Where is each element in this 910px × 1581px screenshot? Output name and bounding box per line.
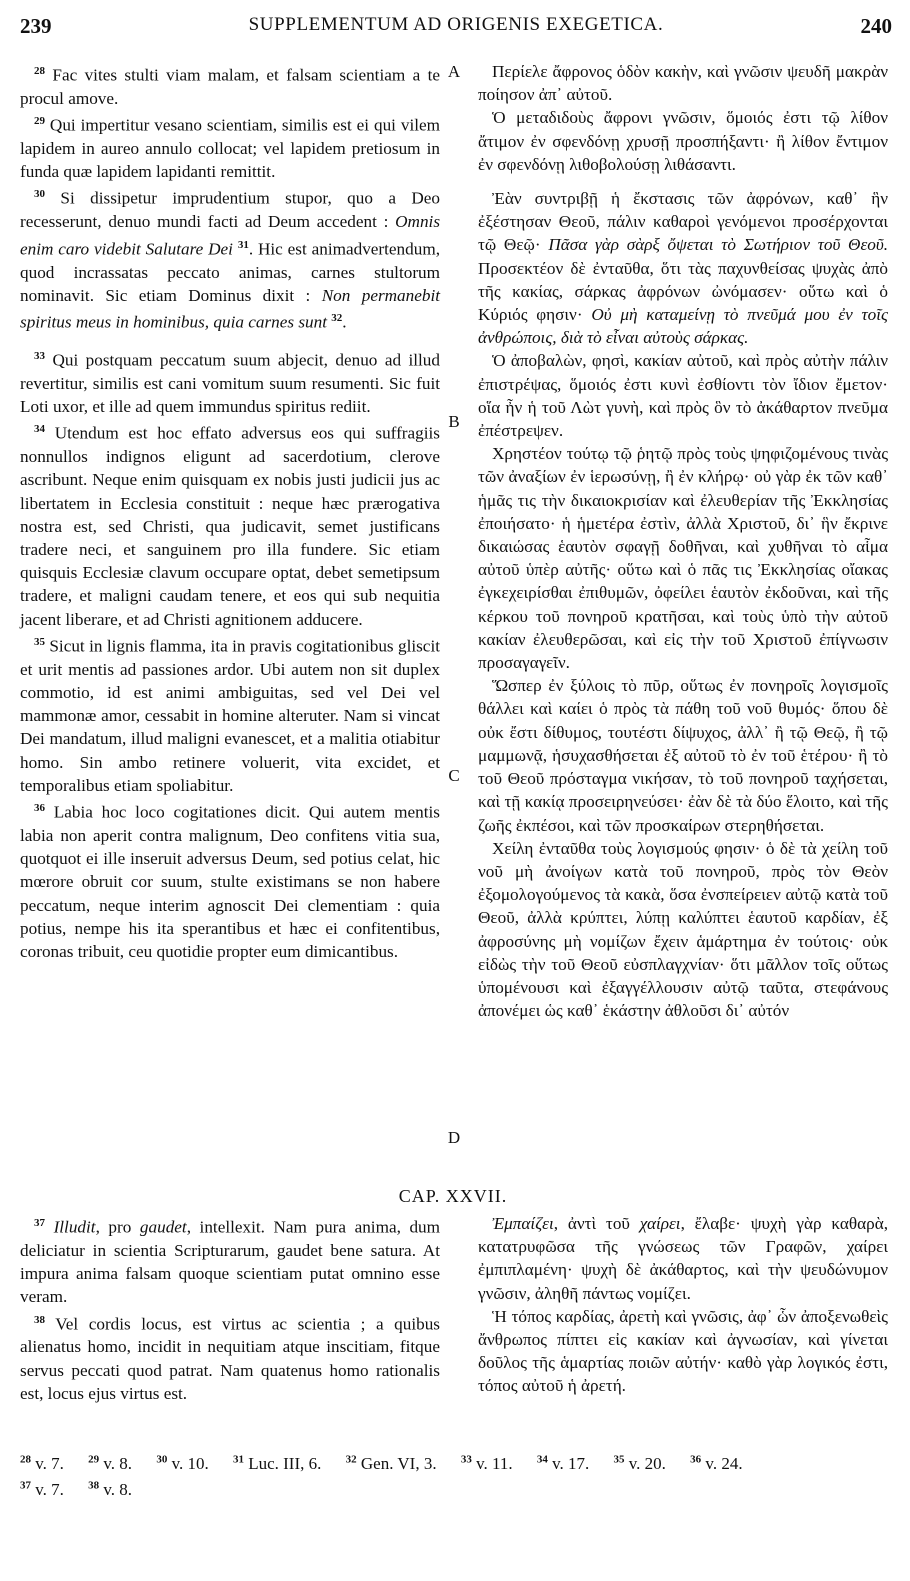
footnote-ref: Gen. VI, 3. — [360, 1453, 437, 1473]
latin-text: . Hic est animadvertendum, quod incrassatas peccato animas, carnes stultorum nominavit. Sic etiam Dominus dixit : — [20, 239, 441, 305]
margin-mark-b: B — [448, 412, 460, 431]
greek-paragraph-29: Ὁ μεταδιδοὺς ἄφρονι γνῶσιν, ὅμοιός ἐστι τῷ λίθον ἄτιμον ἐν σφενδόνῃ χρυσῇ προσπήξαντι· ἢ λίθον ἔντιμον ἐν σφενδόνῃ λιθοβολούσῃ λιθάσαντι. — [478, 108, 888, 174]
latin-text: Fac vites stulti viam malam, et falsam scientiam a te procul amove. — [20, 65, 441, 108]
verse-number: 38 — [34, 1313, 45, 1326]
verse-number: 33 — [34, 349, 45, 362]
footnote-number: 28 — [20, 1453, 31, 1465]
footnote — [233, 1454, 321, 1473]
keyword: gaudet — [139, 1217, 187, 1237]
footnote-number: 35 — [613, 1453, 625, 1465]
margin-mark-c: C — [448, 766, 460, 785]
verse-number: 37 — [34, 1217, 45, 1229]
verse-number: 35 — [34, 635, 45, 648]
footnote-ref: v. 10. — [171, 1453, 209, 1473]
running-header — [20, 14, 892, 42]
footnote — [156, 1454, 208, 1473]
greek-paragraph-28: Περίελε ἄφρονος ὁδὸν κακὴν, καὶ γνῶσιν ψευδῆ μακρὰν ποίησον ἀπ᾿ αὐτοῦ. — [478, 62, 888, 105]
verse-number: 29 — [34, 115, 45, 128]
footnote — [20, 1480, 64, 1499]
footnote-ref: v. 7. — [35, 1480, 64, 1500]
page-number-right: 240 — [860, 14, 892, 38]
scripture-quote: Non permanebit spiritus meus in hominibus, quia carnes sunt — [20, 285, 441, 332]
keyword: χαίρει — [639, 1214, 681, 1233]
footnote-number: 38 — [88, 1479, 100, 1492]
footnote-marker: 32 — [331, 311, 343, 324]
footnote-number: 36 — [690, 1453, 702, 1465]
footnote-ref: v. 8. — [103, 1480, 133, 1500]
latin-column-lower — [20, 1212, 440, 1405]
greek-column — [478, 60, 888, 1022]
greek-paragraph-38: Ἡ τόπος καρδίας, ἀρετὴ καὶ γνῶσις, ἀφ᾿ ὧν ἀποξενωθεὶς ἄνθρωπος πίπτει εἰς κακίαν καὶ ἀγνωσίαν, καὶ γίνεται δοῦλος τῆς ἁμαρτίας ποιῶν αὐτήν· καθὸ γὰρ λογικός ἐστι, τόπος αὐτοῦ ἡ ἀρετή. — [478, 1306, 888, 1396]
margin-mark-a: A — [447, 62, 461, 81]
footnote-line-1 — [20, 1448, 892, 1475]
latin-paragraph-37 — [20, 1212, 440, 1309]
verse-number: 28 — [34, 65, 45, 77]
spacer — [20, 334, 440, 345]
latin-paragraph-30 — [20, 183, 440, 333]
latin-paragraph-35 — [20, 631, 440, 797]
footnotes — [20, 1448, 892, 1501]
footnote — [690, 1454, 742, 1473]
footnote — [20, 1454, 64, 1473]
footnote-ref: Luc. III, 6. — [248, 1453, 322, 1473]
latin-text: Labia hoc loco cogitationes dicit. Qui autem mentis labia non aperit contra malignum, Deo confitens vitia sua, quotquot ei ille inseruit adversus Deum, sed potius celat, hic mœrore obruit cor suum, stulte existimans se non habere peccatum, neque interim agnoscit Dei clementiam : quia potius, nempe his ita sperantibus et hæc ei confitentibus, coronas tribuit, ceu quotidie propter eum dimicantibus. — [20, 802, 440, 961]
footnote — [614, 1454, 666, 1473]
footnote-number: 31 — [232, 1453, 244, 1465]
margin-mark-d: D — [447, 1128, 461, 1147]
latin-text: Vel cordis locus, est virtus ac scientia ; a quibus alienatus homo, incidit in nequitiam atque inscitiam, fitque servus peccati quod patrat. Nam quatenus homo rationalis est, locus ejus virtus est. — [20, 1314, 440, 1403]
footnote-number: 33 — [460, 1453, 472, 1465]
greek-column-lower — [478, 1212, 888, 1398]
footnote-ref: v. 20. — [628, 1453, 666, 1473]
greek-paragraph-30 — [478, 187, 888, 349]
page-number-left: 239 — [20, 14, 52, 38]
footnote-number: 32 — [345, 1453, 357, 1465]
latin-paragraph-38 — [20, 1309, 440, 1406]
scripture-quote: Omnis enim caro videbit Salutare Dei — [20, 212, 441, 259]
footnote-ref: v. 7. — [35, 1453, 64, 1473]
latin-text: , intellexit. Nam pura anima, dum deliciatur in scientia Scripturarum, gaudet bene satura. At impura anima falsam quoque scientiam putat omnino esse veram. — [20, 1217, 440, 1307]
greek-paragraph-35: Ὥσπερ ἐν ξύλοις τὸ πῦρ, οὕτως ἐν πονηροῖς λογισμοῖς θάλλει καὶ καίει ὁ πρὸς τὰ πάθη τοῦ νοῦ θυμός· ὅπου δὲ οὐκ ἔστι δίθυμος, τουτέστι δίψυχος, ἀλλ᾿ ἢ τῷ Θεῷ, ἢ τῷ μαμμωνᾷ, ἡσυχασθήσεται ἐξ αὐτοῦ τὸ ἐν τοῦ ἑτέρου· ἢ τὸ τοῦ Θεοῦ πρόσταγμα νικήσαν, τὸ τοῦ πονηροῦ ταχήσεται, καὶ τῇ κακίᾳ προσειρηνεύσει· ἐὰν δὲ τὰ δύο ἕλοιτο, καὶ τῆς ζωῆς ἐκπέσοι, καὶ τῶν προσκαίρων στερηθήσεται. — [478, 676, 888, 835]
latin-text: Sicut in lignis flamma, ita in pravis cogitationibus gliscit et urit mentis ad passiones ardor. Ubi autem non sit duplex commotio, id est animi ambiguitas, sed vel Dei vel mammonæ amor, cessabit in homine alteruter. Nam si vincat Dei mandatum, illud maligni evanescet, et a malitia otiabitur homo. Sin ambo retinere voluerit, vita excidet, et temporalibus etiam spoliabitur. — [20, 636, 440, 795]
footnote-number: 29 — [88, 1453, 100, 1465]
greek-text: Προσεκτέον δὲ ἐνταῦθα, ὅτι τὰς παχυνθείσας ψυχὰς ἀπὸ τῆς κακίας, σάρκας ἀφρόνων ὠνόμασεν· οὕτω καὶ ὁ Κύριός φησιν· — [478, 258, 888, 325]
spacer — [478, 176, 888, 187]
latin-text: , pro — [95, 1217, 132, 1237]
verse-number: 36 — [34, 801, 45, 814]
greek-text: Ἐὰν συντριβῇ ἡ ἔκστασις τῶν ἀφρόνων, καθ᾿ ἣν ἐξέστησαν Θεοῦ, πάλιν καθαροὶ γενόμενοι προσέρχονται τῷ Θεῷ· — [478, 189, 888, 255]
verse-number: 34 — [34, 423, 45, 436]
footnote-line-2 — [20, 1475, 892, 1502]
scripture-quote: Οὐ μὴ καταμείνῃ τὸ πνεῦμά μου ἐν τοῖς ἀνθρώποις, διὰ τὸ εἶναι αὐτοὺς σάρκας. — [478, 305, 889, 348]
footnote-number: 34 — [536, 1453, 548, 1465]
greek-paragraph-34: Χρηστέον τούτῳ τῷ ῥητῷ πρὸς τοὺς ψηφιζομένους τινὰς τῶν ἀναξίων ἐν ἱερωσύνῃ, ἢ ἐν κλήρῳ· οὐ γὰρ ἐκ τῶν καθ᾿ ἡμᾶς τις τὴν δικαιοκρισίαν καὶ ἐλευθερίαν τῆς Ἐκκλησίας ἐποιήσατο· ἡ ἡμετέρα ἐστὶν, ἀλλὰ Χριστοῦ, δι᾿ ἣν ἔκρινε δικαιώσας ἑαυτὸν σφαγῇ δοθῆναι, καὶ χυθῆναι τὸ αἷμα αὐτοῦ ὑπὲρ αὐτῆς· οὕτω καὶ ὁ πᾶς τις Ἐκκλησίας οἴακας ἐγκεχειρίσθαι ἐπιθυμῶν, ὀφείλει ἑαυτὸν ἐκδοῦναι, καὶ τῆς κέρκου τοῦ πονηροῦ κρατῆσαι, καὶ τοὺς ὑπὸ τὴν αὐτοῦ κακίαν ἐλευθερῶσαι, καὶ εἰς τὴν τοῦ Χριστοῦ ἐπίγνωσιν προσαγαγεῖν. — [478, 444, 888, 673]
footnote-number: 30 — [156, 1453, 168, 1465]
chapter-heading: CAP. XXVII. — [398, 1186, 508, 1206]
scripture-quote: Πᾶσα γὰρ σὰρξ ὄψεται τὸ Σωτήριον τοῦ Θεοῦ. — [548, 235, 889, 255]
greek-paragraph-36: Χείλη ἐνταῦθα τοὺς λογισμούς φησιν· ὁ δὲ τὰ χείλη τοῦ νοῦ μὴ ἀνοίγων κατὰ τοῦ πονηροῦ, πρὸς τὸν Θεὸν ἐξομολογούμενος τὰ κακὰ, ὅσα ἐνσπείρειεν αὐτῷ κατὰ τοῦ Θεοῦ, ἀλλὰ κρύπτει, λύπῃ καλύπτει ἑαυτοῦ καρδίαν, ἐξ ἀφροσύνης μὴ νομίζων ἔχειν ἁμάρτημα ἐν τούτοις· οὐκ εἰδὼς τὴν τοῦ Θεοῦ εὐσπλαγχνίαν· ὅτι μᾶλλον τοῖς οὕτως ὑπομένουσι καὶ ἐξαγγέλλουσιν αὐτῷ ταῦτα, στεφάνους ἀπονέμει ὡς καθ᾿ ἑκάστην ἀθλοῦσι δι᾿ αὐτόν — [478, 838, 888, 1021]
greek-paragraph-37 — [478, 1212, 888, 1305]
footnote — [88, 1480, 132, 1499]
keyword: Illudit — [53, 1217, 96, 1237]
latin-text: Utendum est hoc effato adversus eos qui suffragiis nonnullos indignos eligunt ad sacerdotium, clerove ascribunt. Neque enim quisquam ex nobis justi judicii jus ac libertatem in Ecclesia constituit : neque hæc prærogativa nostra est, sed Christi, qua judicavit, semet justificans tradere neci, et sanguinem pro illa fundere. Sic etiam quisquis Ecclesiæ clavum occupare optat, debet semetipsum tradere, et maligni caudam tenere, et eos qui sub nequitia jacent liberare, et ad Christi agnitionem adducere. — [20, 423, 440, 629]
latin-column — [20, 60, 440, 963]
latin-text: . — [342, 312, 347, 332]
greek-text: , ἀντὶ τοῦ — [553, 1214, 630, 1233]
greek-text: , ἔλαβε· ψυχὴ γὰρ καθαρὰ, κατατρυφῶσα τῆς γνώσεως τῶν Γραφῶν, χαίρει ἐμπιπλαμένη· ψυχὴ δὲ ἀκάθαρτος, καὶ τὴν ψευδώνυμον γνῶσιν, ἀληθῆ πάντως νομίζει. — [478, 1214, 889, 1303]
latin-paragraph-29 — [20, 110, 440, 183]
greek-paragraph-33: Ὁ ἀποβαλὼν, φησὶ, κακίαν αὐτοῦ, καὶ πρὸς αὐτὴν πάλιν ἐπιστρέψας, ὅμοιός ἐστι κυνὶ ἐσθίοντι τὸν ἴδιον ἔμετον· οἵα ἦν ἡ τοῦ Λὼτ γυνὴ, καὶ πρὸς ὃν τὸ ἀκάθαρτον πνεῦμα ἐπέστρεψεν. — [478, 351, 888, 441]
footnote-ref: v. 8. — [103, 1453, 133, 1473]
latin-text: Qui postquam peccatum suum abjecit, denuo ad illud revertitur, similis est cani vomitum suum resumenti. Sic fuit Loti uxor, et ille ad quem immundus spiritus rediit. — [20, 350, 440, 417]
running-title: SUPPLEMENTUM AD ORIGENIS EXEGETICA. — [248, 14, 664, 35]
verse-number: 30 — [34, 188, 45, 201]
latin-text: Qui impertitur vesano scientiam, similis est ei qui vilem lapidem in aureo annulo collocat; vel lapidem pretiosum in funda quæ lapidem lapidanti remittit. — [20, 115, 440, 182]
footnote-ref: v. 11. — [476, 1453, 513, 1473]
keyword: Ἐμπαίζει — [492, 1214, 554, 1233]
footnote-ref: v. 24. — [705, 1453, 743, 1473]
footnote — [346, 1454, 437, 1473]
footnote — [461, 1454, 513, 1473]
footnote — [88, 1454, 132, 1473]
footnote-ref: v. 17. — [552, 1453, 590, 1473]
latin-paragraph-34 — [20, 418, 440, 631]
footnote-number: 37 — [20, 1479, 31, 1492]
latin-paragraph-33 — [20, 345, 440, 418]
latin-paragraph-28 — [20, 60, 440, 110]
latin-paragraph-36 — [20, 797, 440, 963]
latin-text: Si dissipetur imprudentium stupor, quo a Deo recesserunt, denuo mundi facti ad Deum accedent : — [20, 189, 440, 232]
footnote-marker: 31 — [237, 238, 249, 251]
footnote — [537, 1454, 589, 1473]
